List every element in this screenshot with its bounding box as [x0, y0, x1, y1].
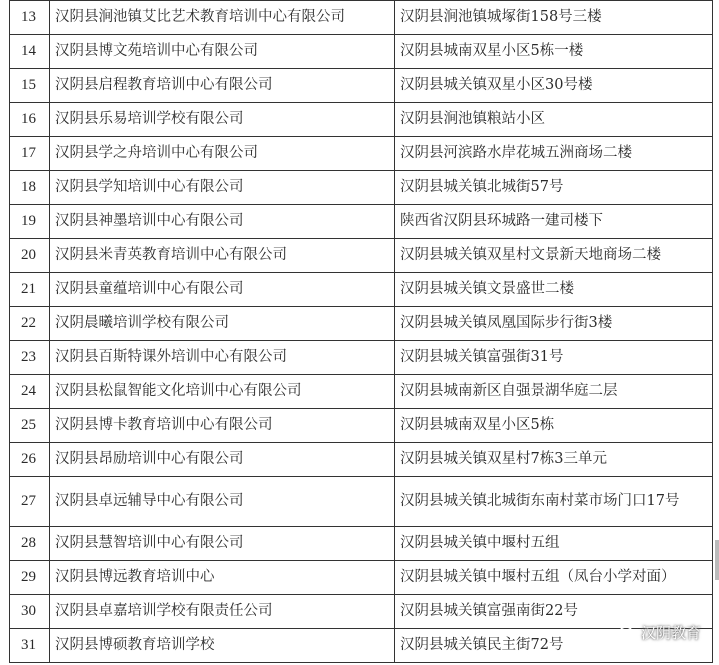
table-row: [10, 341, 713, 375]
row-number: 27: [10, 477, 50, 527]
row-number: 31: [10, 629, 50, 663]
table-row: [10, 205, 713, 239]
institution-address: 汉阴县涧池镇粮站小区: [395, 103, 713, 137]
institution-address: 汉阴县城南新区自强景湖华庭二层: [395, 375, 713, 409]
watermark: [619, 622, 701, 643]
institution-name: 汉阴县米青英教育培训中心有限公司: [50, 239, 395, 273]
table-row: [10, 375, 713, 409]
row-number: 25: [10, 409, 50, 443]
row-number: 23: [10, 341, 50, 375]
institution-name: 汉阴县神墨培训中心有限公司: [50, 205, 395, 239]
row-number: 15: [10, 69, 50, 103]
table-row: [10, 1, 713, 35]
row-number: 26: [10, 443, 50, 477]
table-row: [10, 595, 713, 629]
table-row: [10, 629, 713, 663]
institution-name: 汉阴县博硕教育培训学校: [50, 629, 395, 663]
institution-address: 汉阴县城关镇凤凰国际步行街3楼: [395, 307, 713, 341]
institution-name: 汉阴县慧智培训中心有限公司: [50, 527, 395, 561]
institution-address: 汉阴县城关镇北城街57号: [395, 171, 713, 205]
institution-name: 汉阴县昂励培训中心有限公司: [50, 443, 395, 477]
table-row: [10, 477, 713, 527]
row-number: 18: [10, 171, 50, 205]
institution-name: 汉阴县卓嘉培训学校有限责任公司: [50, 595, 395, 629]
institution-address: 汉阴县城关镇文景盛世二楼: [395, 273, 713, 307]
row-number: 20: [10, 239, 50, 273]
table-row: [10, 103, 713, 137]
institution-address: 汉阴县城关镇双星村文景新天地商场二楼: [395, 239, 713, 273]
table-row: [10, 307, 713, 341]
table-row: [10, 527, 713, 561]
wechat-icon: [619, 626, 637, 640]
institution-name: 汉阴县童蕴培训中心有限公司: [50, 273, 395, 307]
row-number: 13: [10, 1, 50, 35]
institution-name: 汉阴县松鼠智能文化培训中心有限公司: [50, 375, 395, 409]
institution-address: 汉阴县城南双星小区5栋: [395, 409, 713, 443]
institution-address: 汉阴县城关镇中堰村五组（凤台小学对面）: [395, 561, 713, 595]
institution-name: 汉阴县涧池镇艾比艺术教育培训中心有限公司: [50, 1, 395, 35]
institution-name: 汉阴县卓远辅导中心有限公司: [50, 477, 395, 527]
institution-address: 汉阴县城关镇双星村7栋3三单元: [395, 443, 713, 477]
watermark-text: 汉阴教育: [640, 624, 701, 642]
table-row: [10, 35, 713, 69]
institution-name: 汉阴县百斯特课外培训中心有限公司: [50, 341, 395, 375]
institution-address: 汉阴县城关镇富强南街22号: [395, 595, 713, 629]
page-edge-line: [715, 540, 719, 580]
row-number: 24: [10, 375, 50, 409]
institution-name: 汉阴县博远教育培训中心: [50, 561, 395, 595]
table-row: [10, 443, 713, 477]
institution-name: 汉阴县博文苑培训中心有限公司: [50, 35, 395, 69]
table-row: [10, 171, 713, 205]
institution-address: 汉阴县城南双星小区5栋一楼: [395, 35, 713, 69]
table-row: [10, 137, 713, 171]
institution-name: 汉阴县博卡教育培训中心有限公司: [50, 409, 395, 443]
institution-address: 汉阴县城关镇中堰村五组: [395, 527, 713, 561]
row-number: 14: [10, 35, 50, 69]
table-row: [10, 561, 713, 595]
row-number: 19: [10, 205, 50, 239]
institution-name: 汉阴县学知培训中心有限公司: [50, 171, 395, 205]
institution-address: 汉阴县城关镇富强街31号: [395, 341, 713, 375]
row-number: 29: [10, 561, 50, 595]
row-number: 16: [10, 103, 50, 137]
row-number: 21: [10, 273, 50, 307]
institution-address: 陕西省汉阴县环城路一建司楼下: [395, 205, 713, 239]
institution-name: 汉阴县乐易培训学校有限公司: [50, 103, 395, 137]
row-number: 28: [10, 527, 50, 561]
row-number: 30: [10, 595, 50, 629]
table-row: [10, 239, 713, 273]
training-institutions-table: [9, 0, 713, 663]
institution-name: 汉阴晨曦培训学校有限公司: [50, 307, 395, 341]
row-number: 17: [10, 137, 50, 171]
institution-name: 汉阴县启程教育培训中心有限公司: [50, 69, 395, 103]
institution-address: 汉阴县城关镇双星小区30号楼: [395, 69, 713, 103]
institution-address: 汉阴县城关镇北城街东南村菜市场门口17号: [395, 477, 713, 527]
institution-address: 汉阴县涧池镇城塚街158号三楼: [395, 1, 713, 35]
institution-address: 汉阴县城关镇民主街72号: [395, 629, 713, 663]
institution-address: 汉阴县河滨路水岸花城五洲商场二楼: [395, 137, 713, 171]
institution-name: 汉阴县学之舟培训中心有限公司: [50, 137, 395, 171]
row-number: 22: [10, 307, 50, 341]
table-row: [10, 273, 713, 307]
table-row: [10, 409, 713, 443]
table-row: [10, 69, 713, 103]
